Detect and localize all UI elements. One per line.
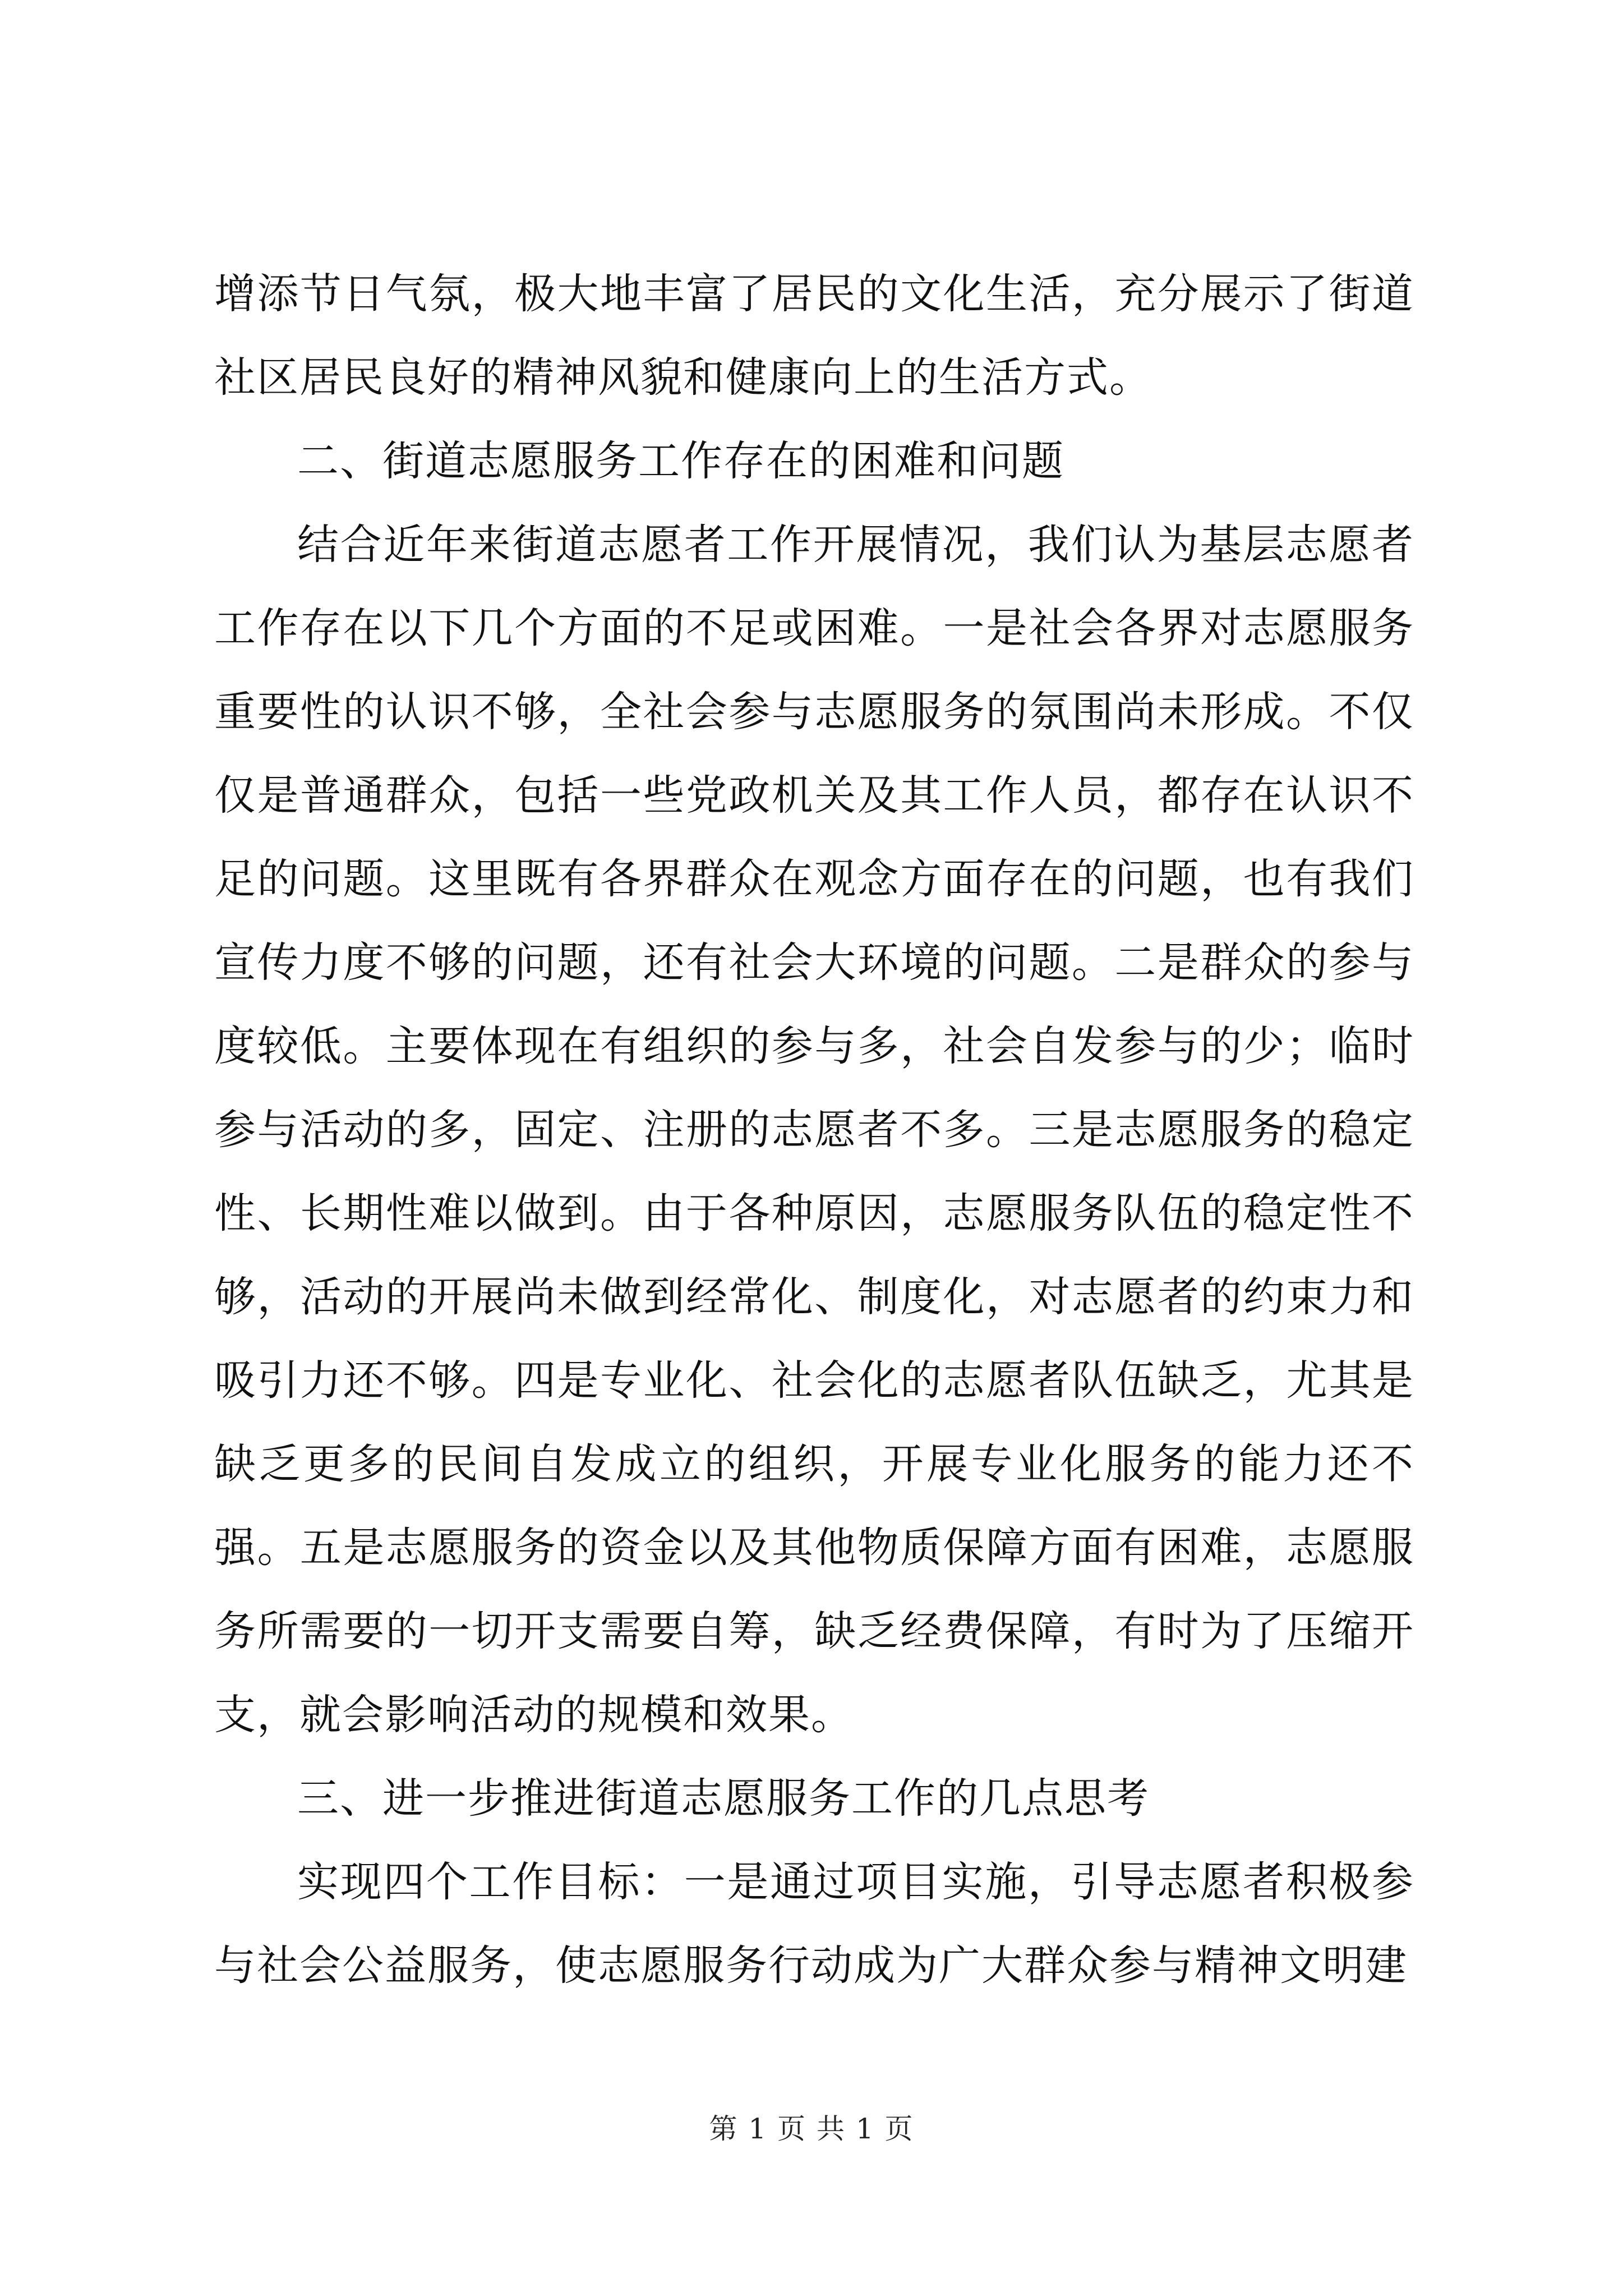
section-heading-2: 二、街道志愿服务工作存在的困难和问题 (297, 437, 1064, 485)
page-footer: 第 1 页 共 1 页 (709, 2113, 914, 2145)
document-body (214, 252, 1414, 2008)
paragraph-continuation: 增添节日气氛，极大地丰富了居民的文化生活，充分展示了街道社区居民良好的精神风貌和健康向上的生活方式。 (214, 270, 1414, 402)
section-heading-3: 三、进一步推进街道志愿服务工作的几点思考 (297, 1774, 1150, 1823)
paragraph-difficulties: 结合近年来街道志愿者工作开展情况，我们认为基层志愿者工作存在以下几个方面的不足或困难。一是社会各界对志愿服务重要性的认识不够，全社会参与志愿服务的氛围尚未形成。不仅仅是普通群众，包括一些党政机关及其工作人员，都存在认识不足的问题。这里既有各界群众在观念方面存在的问题，也有我们宣传力度不够的问题，还有社会大环境的问题。二是群众的参与度较低。主要体现在有组织的参与多，社会自发参与的少；临时参与活动的多，固定、注册的志愿者不多。三是志愿服务的稳定性、长期性难以做到。由于各种原因，志愿服务队伍的稳定性不够，活动的开展尚未做到经常化、制度化，对志愿者的约束力和吸引力还不够。四是专业化、社会化的志愿者队伍缺乏，尤其是缺乏更多的民间自发成立的组织，开展专业化服务的能力还不强。五是志愿服务的资金以及其他物质保障方面有困难，志愿服务所需要的一切开支需要自筹，缺乏经费保障，有时为了压缩开支，就会影响活动的规模和效果。 (214, 521, 1414, 1739)
paragraph-goals: 实现四个工作目标：一是通过项目实施，引导志愿者积极参与社会公益服务，使志愿服务行动成为广大群众参与精神文明建 (214, 1858, 1414, 1990)
